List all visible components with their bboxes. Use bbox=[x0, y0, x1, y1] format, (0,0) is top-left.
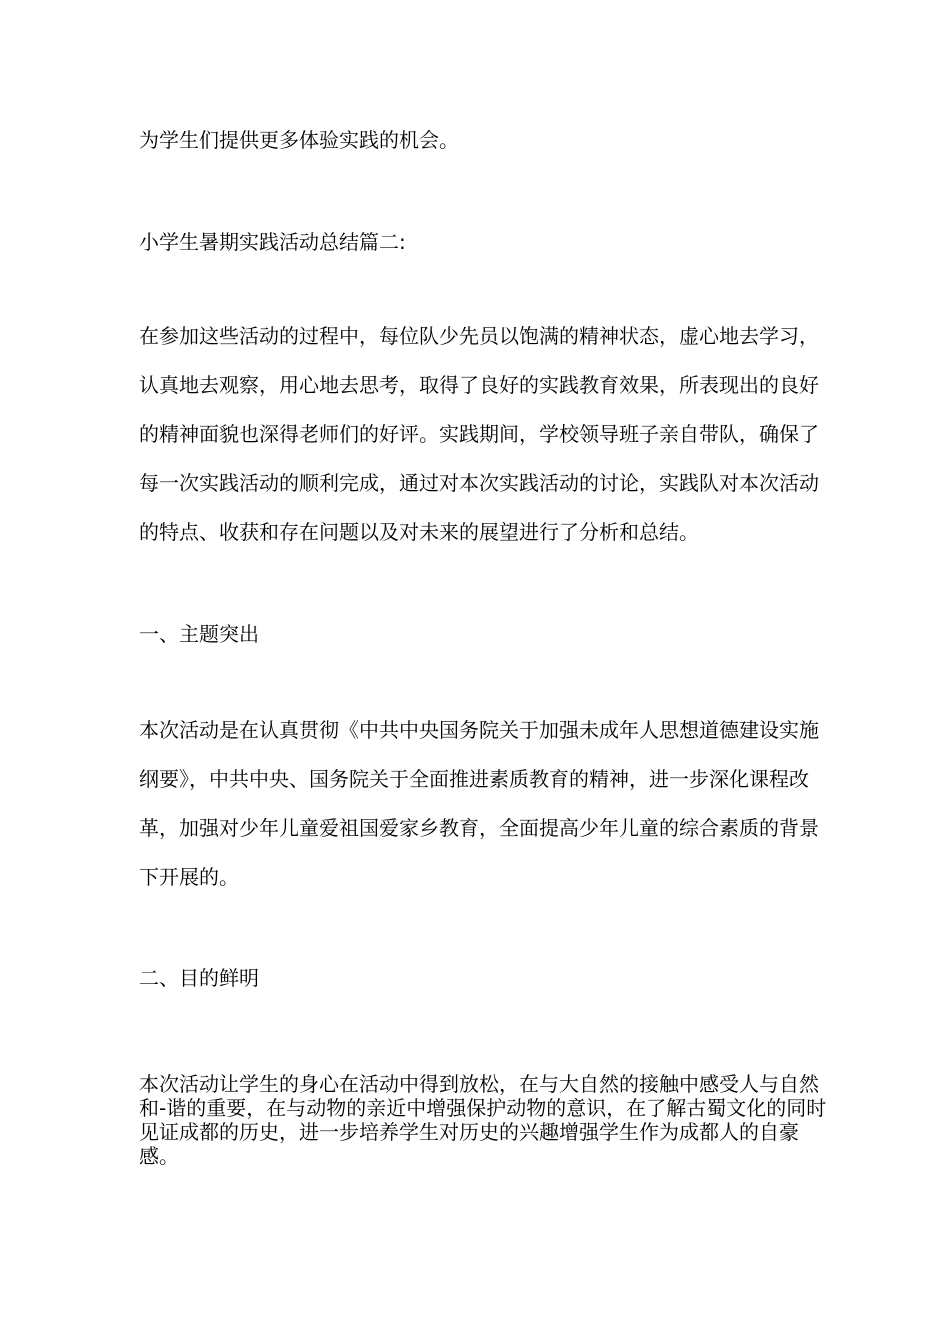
section-heading-purpose: 二、目的鲜明 bbox=[139, 966, 259, 990]
intro-line: 为学生们提供更多体验实践的机会。 bbox=[139, 128, 459, 152]
paragraph-theme: 本次活动是在认真贯彻《中共中央国务院关于加强未成年人思想道德建设实施纲要》，中共中央、国务院关于全面推进素质教育的精神，进一步深化课程改革，加强对少年儿童爱祖国爱家乡教育，全面提高少年儿童的综合素质的背景下开展的。 bbox=[139, 718, 819, 889]
paragraph-activities: 在参加这些活动的过程中，每位队少先员以饱满的精神状态，虚心地去学习，认真地去观察，用心地去思考，取得了良好的实践教育效果，所表现出的良好的精神面貌也深得老师们的好评。实践期间，学校领导班子亲自带队，确保了每一次实践活动的顺利完成，通过对本次实践活动的讨论，实践队对本次活动的特点、收获和存在问题以及对未来的展望进行了分析和总结。 bbox=[139, 324, 819, 544]
document-title: 小学生暑期实践活动总结篇二: bbox=[139, 230, 406, 254]
paragraph-purpose: 本次活动让学生的身心在活动中得到放松，在与大自然的接触中感受人与自然和-谐的重要，在与动物的亲近中增强保护动物的意识，在了解古蜀文化的同时见证成都的历史，进一步培养学生对历史的兴趣增强学生作为成都人的自豪感。 bbox=[139, 1072, 827, 1168]
section-heading-theme: 一、主题突出 bbox=[139, 622, 259, 646]
